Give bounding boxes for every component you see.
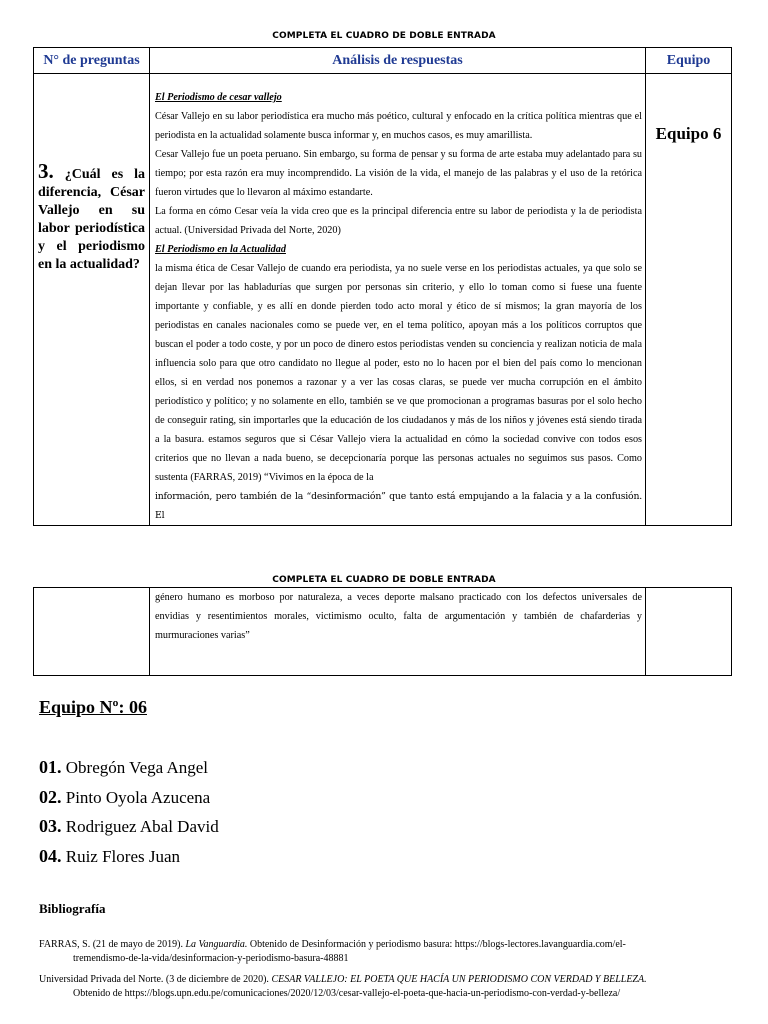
table-row — [34, 74, 732, 526]
answer-cell — [150, 74, 646, 526]
answer-last-line: información, pero también de la “desinformación” que tanto está empujando a la falacia y a la confusión. El — [155, 491, 642, 521]
table-header-row — [34, 48, 732, 74]
member-number: 04. — [39, 846, 62, 866]
member-number: 01. — [39, 757, 62, 777]
bibliography-heading: Bibliografía — [39, 901, 106, 916]
member-name: Pinto Oyola Azucena — [65, 788, 211, 807]
page2-title: COMPLETA EL CUADRO DE DOBLE ENTRADA — [272, 575, 496, 585]
ref-text: FARRAS, S. (21 de mayo de 2019). — [39, 939, 186, 950]
answer-paragraph-2: Cesar Vallejo fue un poeta peruano. Sin embargo, su forma de pensar y su forma de arte estaba muy adelantado para su tiempo; por esta razón era muy incomprendido. La visión de la vida, el manejo de las palabras y el uso de la retórica fueron virtudes que lo llevaron al máximo estandarte. — [155, 149, 642, 198]
continuation-question-cell — [34, 588, 150, 676]
bibliography-entry — [39, 938, 739, 966]
member-name: Rodriguez Abal David — [65, 817, 219, 836]
ref-source: La Vanguardia. — [185, 939, 248, 950]
header-questions: N° de preguntas — [34, 48, 150, 74]
continuation-answer-cell: género humano es morboso por naturaleza, a veces deporte malsano practicado con los defectos universales de envidias y resentimientos morales, victimismo oculto, falta de argumentación y también de chafarderias y murmuraciones varias” — [150, 588, 646, 676]
ref-url: Obtenido de https://blogs.upn.edu.pe/comunicaciones/2020/12/03/cesar-vallejo-el-poeta-que-hacia-un-periodismo-con-verdad-y-belleza/ — [73, 988, 621, 999]
answer-paragraph-3: La forma en cómo Cesar veía la vida creo que es la principal diferencia entre su labor de periodista y la de periodista actual. (Universidad Privada del Norte, 2020) — [155, 206, 642, 236]
question-cell — [34, 74, 150, 526]
question-text: ¿Cuál es la diferencia, César Vallejo en su labor periodística y el periodismo en la actualidad? — [38, 167, 145, 272]
double-entry-table — [33, 47, 732, 526]
answer-paragraph-1: César Vallejo en su labor periodística era mucho más poético, cultural y enfocado en la crítica política mientras que el periodista en la actualidad solamente busca informar y, en muchos casos, es muy amarillista. — [155, 111, 642, 141]
answer-subtitle-2: El Periodismo en la Actualidad — [155, 244, 286, 255]
member-item — [39, 787, 210, 808]
member-name: Ruiz Flores Juan — [65, 847, 181, 866]
header-team: Equipo — [646, 48, 732, 74]
table-row — [34, 588, 732, 676]
bibliography-entry — [39, 973, 739, 1001]
member-number: 02. — [39, 787, 62, 807]
continuation-team-cell — [646, 588, 732, 676]
page-title: COMPLETA EL CUADRO DE DOBLE ENTRADA — [272, 31, 496, 41]
question-number: 3. — [38, 159, 54, 183]
ref-url: tremendismo-de-la-vida/desinformacion-y-periodismo-basura-48881 — [73, 953, 349, 964]
member-item — [39, 757, 208, 778]
ref-text: Obtenido de Desinformación y periodismo basura: https://blogs-lectores.lavanguardia.com/el- — [247, 939, 626, 950]
ref-text: Universidad Privada del Norte. (3 de diciembre de 2020). — [39, 974, 272, 985]
answer-paragraph-4: la misma ética de Cesar Vallejo de cuando era periodista, ya no suele verse en los periodistas actuales, ya que solo se dejan llevar por las habladurías que surgen por personas sin criterio, y ello lo toman como si fuese una fuente importante y confiable, y es allí en donde pierden todo acto moral y ético de sí mismos; la gran mayoría de los periodistas en canales nacionales como se puede ver, en el tema político, apoyan más a los políticos corruptos que buscan el poder a todo coste, y por un poco de dinero estos periodistas venden su conciencia y realizan noticia de mala influencia solo para que otro candidato no llegue al poder, esto no lo hacen por el bien del país como lo mencionan ellos, si en verdad nos ponemos a razonar y a ver las cosas claras, se puede ver mucha corrupción en el ámbito periodístico y político; y no solamente en ello, también se ve que promocionan a programas basuras por el solo hecho de conseguir rating, sin importarles que la educación de los ciudadanos y más de los niños y jóvenes está siendo tirada a la basura. estamos seguros que si César Vallejo viera la actualidad en cómo la sociedad convive con todos esos criterios que no llevan a nada bueno, se decepcionaría porque las personas actuales no seguimos sus pasos. Como sustenta (FARRAS, 2019) “Vivimos en la época de la — [155, 263, 642, 483]
continuation-table — [33, 587, 732, 676]
team-heading: Equipo Nº: 06 — [39, 697, 147, 717]
member-number: 03. — [39, 816, 62, 836]
ref-source: CESAR VALLEJO: EL POETA QUE HACÍA UN PERIODISMO CON VERDAD Y BELLEZA. — [271, 974, 647, 985]
team-cell: Equipo 6 — [646, 74, 732, 526]
member-item — [39, 816, 219, 837]
member-item — [39, 846, 180, 867]
header-analysis: Análisis de respuestas — [150, 48, 646, 74]
member-name: Obregón Vega Angel — [65, 758, 209, 777]
answer-subtitle-1: El Periodismo de cesar vallejo — [155, 92, 282, 103]
